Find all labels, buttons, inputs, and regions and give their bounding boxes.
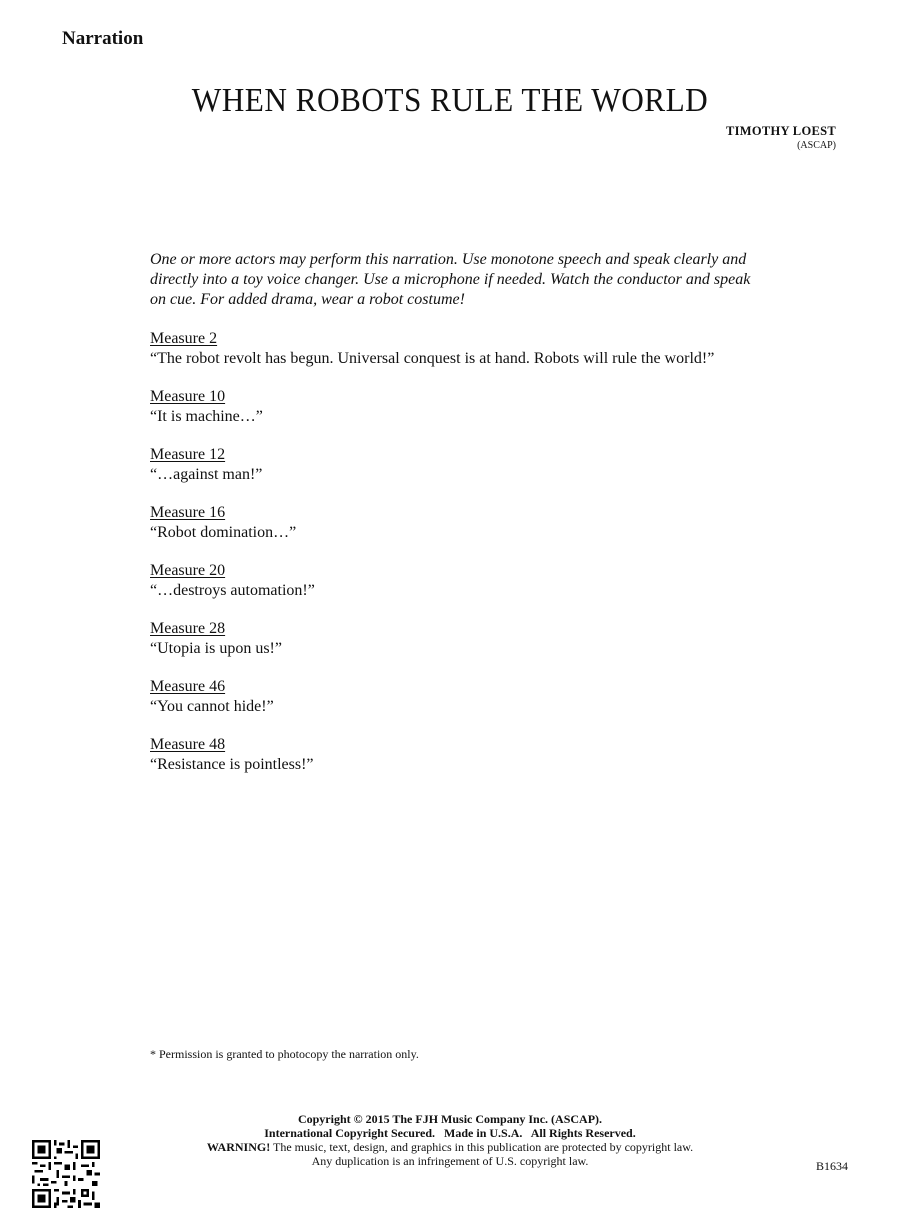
rights-line: International Copyright Secured. Made in U.S.A. All Rights Reserved. — [264, 1126, 636, 1140]
part-label: Narration — [62, 28, 144, 49]
duplication-line: Any duplication is an infringement of U.S. copyright law. — [311, 1154, 589, 1168]
measure-label: Measure 46 — [150, 678, 226, 695]
performance-instructions: One or more actors may perform this narration. Use monotone speech and speak clearly and directly into a toy voice changer. Use a microphone if needed. Watch the conductor and speak on cue. For added drama, wear a robot costume! — [150, 251, 751, 308]
narration-line: “Utopia is upon us!” — [150, 640, 282, 657]
narration-line: “You cannot hide!” — [150, 698, 274, 715]
narration-line: “The robot revolt has begun. Universal conquest is at hand. Robots will rule the world!” — [150, 350, 715, 367]
copyright-footer — [0, 1112, 900, 1168]
warning-text: The music, text, design, and graphics in this publication are protected by copyright law. — [270, 1140, 694, 1154]
cue-block — [150, 619, 770, 659]
cue-block — [150, 329, 770, 369]
page-title: WHEN ROBOTS RULE THE WORLD — [191, 82, 709, 119]
measure-label: Measure 28 — [150, 620, 226, 637]
narration-line: “…destroys automation!” — [150, 582, 315, 599]
copyright-line: Copyright © 2015 The FJH Music Company Inc. (ASCAP). — [297, 1112, 603, 1126]
catalog-number: B1634 — [815, 1159, 848, 1173]
narration-line: “…against man!” — [150, 466, 263, 483]
narration-content — [150, 250, 770, 793]
cue-block — [150, 561, 770, 601]
measure-label: Measure 10 — [150, 388, 226, 405]
cue-block — [150, 677, 770, 717]
composer-affiliation: (ASCAP) — [797, 140, 836, 151]
composer-credit — [726, 124, 836, 151]
cue-block — [150, 735, 770, 775]
composer-name: TIMOTHY LOEST — [725, 124, 836, 138]
measure-label: Measure 2 — [150, 330, 218, 347]
narration-line: “Robot domination…” — [150, 524, 297, 541]
narration-line: “Resistance is pointless!” — [150, 756, 314, 773]
cue-block — [150, 445, 770, 485]
permission-note: * Permission is granted to photocopy the narration only. — [150, 1047, 419, 1061]
cue-block — [150, 503, 770, 543]
cue-block — [150, 387, 770, 427]
measure-label: Measure 48 — [150, 736, 226, 753]
warning-line — [0, 1140, 900, 1154]
measure-label: Measure 16 — [150, 504, 226, 521]
warning-label: WARNING! — [206, 1140, 271, 1154]
narration-line: “It is machine…” — [150, 408, 263, 425]
measure-label: Measure 12 — [150, 446, 226, 463]
measure-label: Measure 20 — [150, 562, 226, 579]
